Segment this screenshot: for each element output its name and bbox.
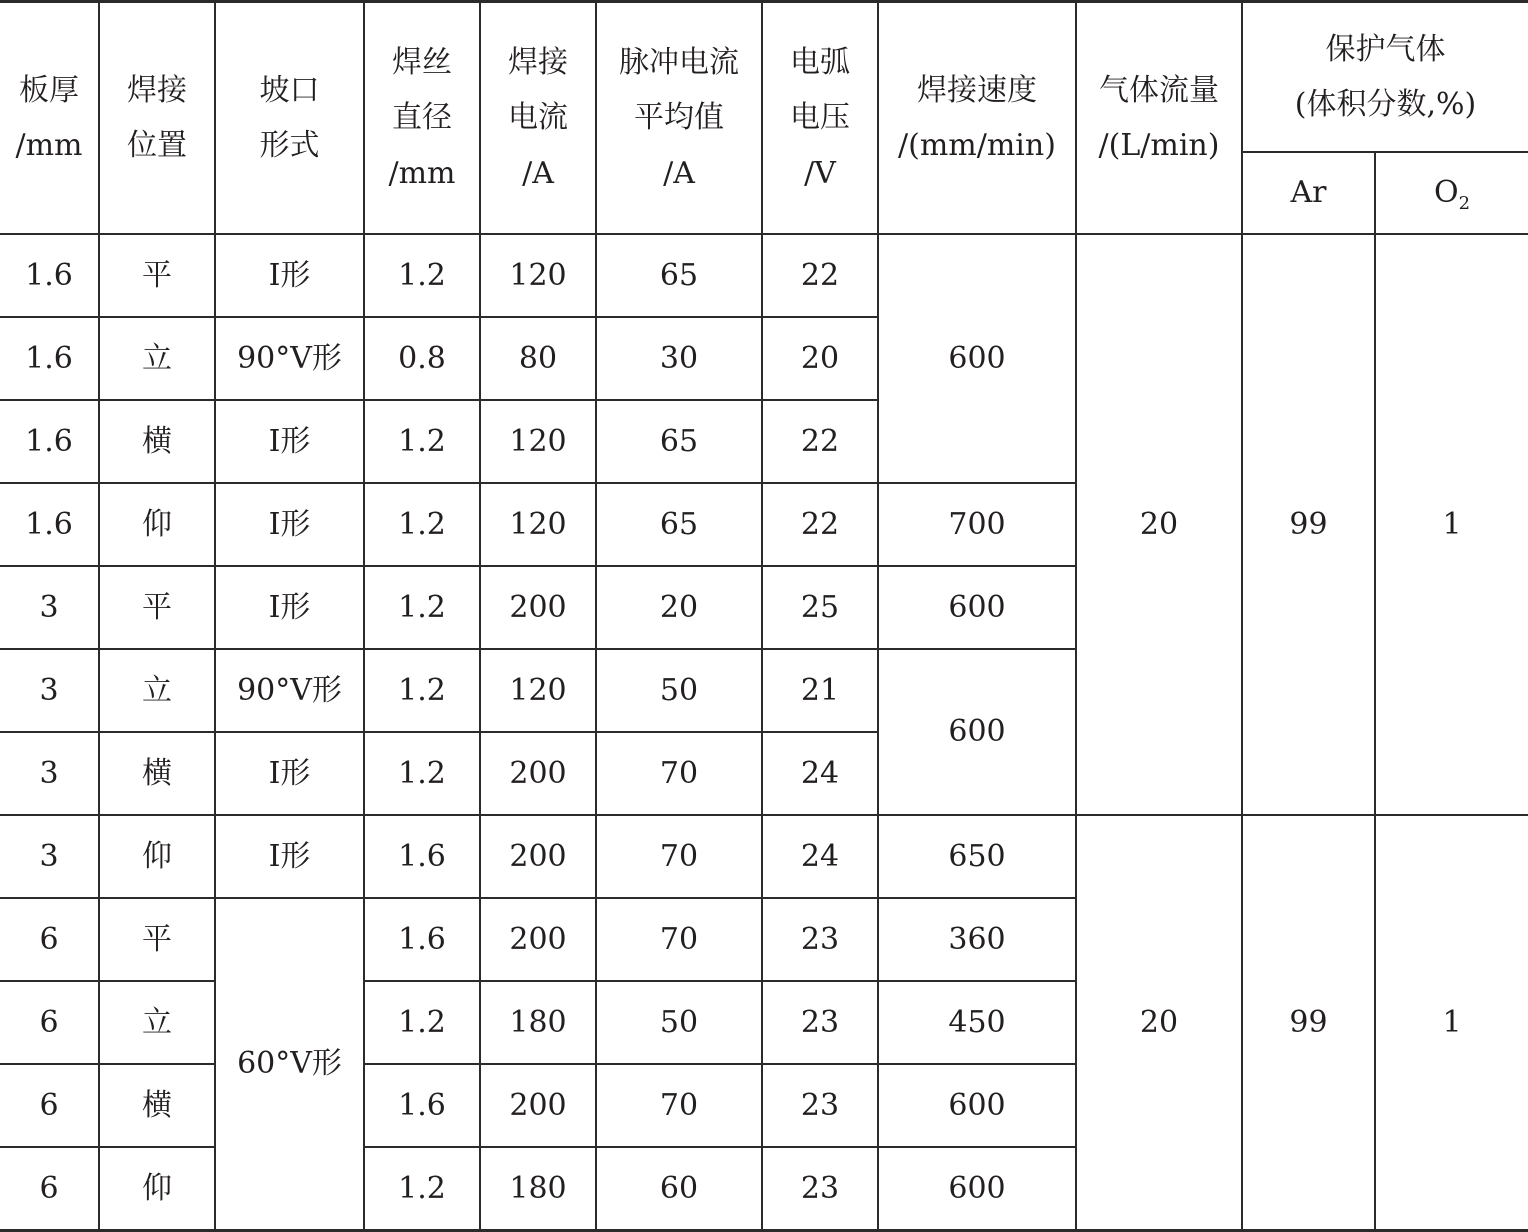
cell-speed: 650 [878,815,1076,898]
cell-position: 立 [99,649,215,732]
header-gas-flow [1076,2,1242,235]
cell-thickness: 3 [0,732,99,815]
cell-current: 180 [480,981,596,1064]
cell-voltage: 23 [762,1064,878,1147]
header-thickness [0,2,99,235]
cell-groove: I形 [215,483,364,566]
cell-thickness: 1.6 [0,400,99,483]
cell-wire: 1.6 [364,1064,480,1147]
cell-thickness: 1.6 [0,317,99,400]
cell-pulse: 65 [596,234,762,317]
header-pulse-current [596,2,762,235]
cell-thickness: 6 [0,898,99,981]
cell-position: 横 [99,400,215,483]
cell-position: 平 [99,566,215,649]
cell-o2: 1 [1375,815,1528,1231]
cell-wire: 1.2 [364,1147,480,1231]
cell-speed: 360 [878,898,1076,981]
cell-groove: 60°V形 [215,898,364,1231]
cell-pulse: 50 [596,649,762,732]
cell-thickness: 3 [0,566,99,649]
cell-position: 仰 [99,815,215,898]
header-current [480,2,596,235]
cell-position: 横 [99,1064,215,1147]
cell-current: 200 [480,566,596,649]
header-pulse-line3: /A [663,155,695,191]
header-groove-line2: 形式 [259,128,320,163]
header-speed-line1: 焊接速度 [917,72,1037,108]
cell-current: 120 [480,234,596,317]
cell-speed: 600 [878,234,1076,483]
header-voltage-line3: /V [804,155,836,191]
cell-pulse: 60 [596,1147,762,1231]
header-ar: Ar [1242,152,1375,234]
cell-current: 200 [480,1064,596,1147]
cell-wire: 0.8 [364,317,480,400]
cell-pulse: 65 [596,483,762,566]
header-shield-gas-line2: (体积分数,%) [1294,87,1477,122]
header-groove [215,2,364,235]
cell-voltage: 24 [762,815,878,898]
cell-speed: 600 [878,566,1076,649]
cell-thickness: 1.6 [0,483,99,566]
header-thickness-line2: /mm [15,128,83,163]
header-pulse-line1: 脉冲电流 [619,44,739,80]
cell-voltage: 21 [762,649,878,732]
cell-groove: I形 [215,732,364,815]
cell-groove: 90°V形 [215,317,364,400]
cell-voltage: 22 [762,234,878,317]
header-voltage-line1: 电弧 [790,44,850,80]
cell-groove: I形 [215,815,364,898]
cell-pulse: 70 [596,815,762,898]
header-position-line2: 位置 [127,128,187,163]
header-wire-line3: /mm [388,155,456,191]
cell-ar: 99 [1242,234,1375,815]
cell-thickness: 6 [0,1147,99,1231]
cell-wire: 1.2 [364,732,480,815]
cell-wire: 1.2 [364,566,480,649]
cell-thickness: 6 [0,1064,99,1147]
cell-voltage: 23 [762,898,878,981]
cell-wire: 1.2 [364,483,480,566]
header-wire-line2: 直径 [392,100,452,136]
cell-groove: I形 [215,400,364,483]
header-voltage [762,2,878,235]
cell-current: 120 [480,649,596,732]
cell-current: 200 [480,898,596,981]
cell-current: 80 [480,317,596,400]
cell-thickness: 6 [0,981,99,1064]
header-position [99,2,215,235]
table-row [0,815,1528,898]
header-speed-line2: /(mm/min) [898,128,1056,163]
cell-wire: 1.2 [364,400,480,483]
cell-pulse: 70 [596,732,762,815]
header-shield-gas [1242,2,1528,153]
header-groove-line1: 坡口 [259,72,320,108]
cell-speed: 700 [878,483,1076,566]
cell-voltage: 25 [762,566,878,649]
cell-position: 平 [99,898,215,981]
header-gas-flow-line2: /(L/min) [1098,128,1220,163]
cell-wire: 1.2 [364,234,480,317]
header-thickness-line1: 板厚 [19,72,79,108]
cell-wire: 1.2 [364,981,480,1064]
cell-position: 仰 [99,483,215,566]
cell-gas-flow: 20 [1076,234,1242,815]
cell-voltage: 23 [762,981,878,1064]
header-pulse-line2: 平均值 [634,100,724,136]
table-row [0,234,1528,317]
cell-groove: I形 [215,234,364,317]
cell-pulse: 70 [596,898,762,981]
cell-pulse: 70 [596,1064,762,1147]
cell-speed: 450 [878,981,1076,1064]
cell-speed: 600 [878,649,1076,815]
cell-voltage: 20 [762,317,878,400]
cell-current: 120 [480,400,596,483]
cell-groove: I形 [215,566,364,649]
header-o2-base: O [1433,175,1459,211]
header-position-line1: 焊接 [127,72,187,108]
cell-gas-flow: 20 [1076,815,1242,1231]
cell-ar: 99 [1242,815,1375,1231]
header-current-line3: /A [522,155,554,191]
header-shield-gas-line1: 保护气体 [1325,31,1446,67]
header-o2-subscript: 2 [1458,193,1471,215]
cell-voltage: 22 [762,483,878,566]
cell-voltage: 23 [762,1147,878,1231]
cell-wire: 1.6 [364,815,480,898]
cell-speed: 600 [878,1064,1076,1147]
cell-pulse: 65 [596,400,762,483]
cell-o2: 1 [1375,234,1528,815]
cell-position: 仰 [99,1147,215,1231]
header-current-line2: 电流 [508,100,568,136]
cell-groove: 90°V形 [215,649,364,732]
cell-position: 立 [99,981,215,1064]
cell-position: 平 [99,234,215,317]
cell-voltage: 24 [762,732,878,815]
cell-wire: 1.2 [364,649,480,732]
cell-thickness: 3 [0,815,99,898]
cell-current: 120 [480,483,596,566]
cell-thickness: 3 [0,649,99,732]
header-o2 [1375,152,1528,234]
cell-position: 立 [99,317,215,400]
cell-thickness: 1.6 [0,234,99,317]
header-wire-diameter [364,2,480,235]
header-current-line1: 焊接 [508,44,568,80]
cell-pulse: 30 [596,317,762,400]
cell-current: 200 [480,815,596,898]
cell-current: 180 [480,1147,596,1231]
cell-current: 200 [480,732,596,815]
cell-voltage: 22 [762,400,878,483]
cell-speed: 600 [878,1147,1076,1231]
header-wire-line1: 焊丝 [392,44,452,80]
header-gas-flow-line1: 气体流量 [1099,72,1219,108]
cell-pulse: 50 [596,981,762,1064]
cell-position: 横 [99,732,215,815]
header-voltage-line2: 电压 [790,100,850,136]
cell-pulse: 20 [596,566,762,649]
header-speed [878,2,1076,235]
cell-wire: 1.6 [364,898,480,981]
